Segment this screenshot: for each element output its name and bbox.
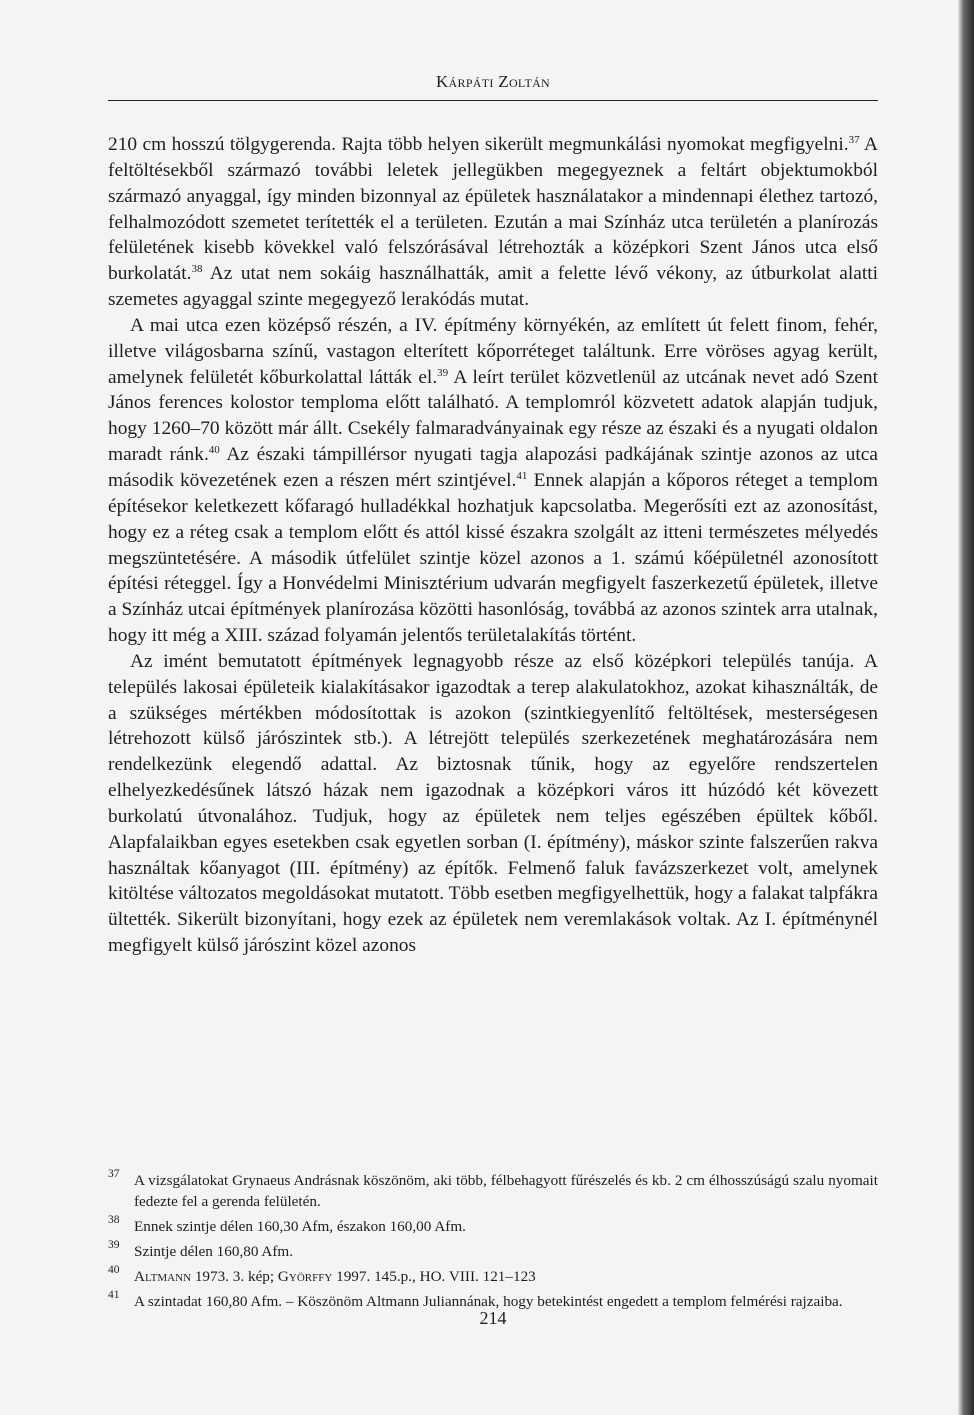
text-run: Az imént bemutatott építmények legnagyobb része az első középkori település tanúja. A település lakosai épületeik kialakításakor igazodtak a terep alakulatokhoz, azokat kihasználták, de a szükséges mértékben módosítottak is azokon (szintkiegyenlítő feltöltések, mesterségesen létrehozott külső járószintek stb.). A létrejött település szerkezetének meghatározására nem rendelkezünk elegendő adattal. Az biztosnak tűnik, hogy az egyelőre rendszertelen elhelyezkedésűnek látszó házak nem igazodnak a középkori város itt húzódó két kövezett burkolatú útvonalához. Tudjuk, hogy az épületek nem teljes egészében épültek kőből. Alapfalaikban egyes esetekben csak egyetlen sorban (I. építmény), máskor szinte falszerűen rakva használtak kőanyagot (III. építmény) az építők. Felmenő faluk favázszerkezet volt, amelynek kitöltése változatos megoldásokat mutatott. Több esetben megfigyelhettük, hogy a falakat talpfákra ültették. Sikerült bizonyítani, hogy ezek az épületek nem veremlakások voltak. Az I. építménynél megfigyelt külső járószint közel azonos — [108, 650, 878, 957]
text-run: Az északi támpillérsor nyugati tagja alapozási padkájának szintje azonos az utca második kövezetének ezen a részen mért szintjével. — [108, 444, 878, 491]
footnote-text — [134, 1170, 878, 1212]
footnote-ref: 39 — [437, 366, 449, 379]
footnote — [108, 1216, 878, 1237]
body-text — [108, 132, 878, 959]
text-run: A vizsgálatokat Grynaeus Andrásnak köszönöm, aki több, félbehagyott fűrészelés és kb. 2 cm élhosszúságú szalu nyomait fedezte fel a gerenda felületén. — [134, 1172, 878, 1210]
text-run: Szintje délen 160,80 Afm. — [134, 1243, 294, 1260]
footnote — [108, 1241, 878, 1262]
page-number: 214 — [479, 1308, 507, 1328]
footnotes — [108, 1170, 878, 1316]
footnote-ref: 41 — [516, 469, 528, 482]
header-author-first: Kárpáti — [435, 72, 494, 91]
author-name: Györffy — [277, 1268, 333, 1285]
running-header — [108, 72, 878, 92]
footnote-number: 39 — [108, 1239, 120, 1251]
text-run: A mai utca ezen középső részén, a IV. építmény környékén, az említett út felett finom, fehér, illetve világosbarna színű, vastagon elterített kőporréteget találtunk. Erre vöröses agyag került, amelynek felületét kőburkolattal látták el. — [108, 314, 878, 388]
footnote-text — [134, 1266, 878, 1287]
text-run: Ennek alapján a kőporos réteget a templom építésekor keletkezett kőfaragó hulladékkal hozhatjuk kapcsolatba. Megerősíti ezt az azonosítást, hogy ez a réteg csak a templom előtt és attól kissé északra szolgált az itteni természetes mélyedés megszüntetésére. A második útfelület szintje közel azonos a 1. számú kőépületnél azonosított építési réteggel. Így a Honvédelmi Minisztérium udvarán megfigyelt faszerkezetű épületek, illetve a Színház utcai építmények planírozása közötti hasonlóság, továbbá az azonos szintek arra utalnak, hogy itt még a XIII. század folyamán jelentős területalakítás történt. — [108, 469, 878, 647]
text-run: Az utat nem sokáig használhatták, amit a felette lévő vékony, az útburkolat alatti szemetes agyaggal szinte megegyező lerakódás mutat. — [108, 263, 878, 311]
text-run: Ennek szintje délen 160,30 Afm, északon 160,00 Afm. — [134, 1218, 466, 1235]
footnote-text — [134, 1216, 878, 1237]
footnote — [108, 1266, 878, 1287]
text-run: 210 cm hosszú tölgygerenda. Rajta több helyen sikerült megmunkálási nyomokat megfigyelni. — [108, 134, 849, 155]
footnote-number: 41 — [108, 1289, 120, 1301]
footnote-ref: 37 — [848, 134, 860, 146]
paragraph — [108, 649, 878, 959]
paragraph — [108, 132, 878, 313]
text-run: 1997. 145.p., HO. VIII. 121–123 — [332, 1268, 536, 1285]
footnote-text — [134, 1241, 878, 1262]
paragraph — [108, 313, 878, 649]
text-run: A szintadat 160,80 Afm. – Köszönöm Altmann Juliannának, hogy betekintést engedett a templom felmérési rajzaiba. — [134, 1293, 843, 1310]
footnote-ref: 40 — [208, 444, 220, 457]
text-run: 1973. 3. kép; — [191, 1268, 278, 1285]
footnote-number: 40 — [108, 1264, 120, 1276]
text-run: A feltöltésekből származó további leletek jellegükben megegyeznek a feltárt objektumokból származó anyaggal, így minden bizonnyal az épületek használatakor a mindennapi élethez tartozó, felhalmozódott szemetet terítették el a területen. Ezután a mai Színház utca területén a planírozás felületének kisebb kövekkel való felszórásával létrehozták a középkori Szent János utca első burkolatát. — [108, 134, 878, 285]
footnote — [108, 1170, 878, 1212]
footnote-ref: 38 — [191, 263, 203, 276]
scan-edge-shadow — [958, 0, 974, 1415]
author-name: Altmann — [134, 1268, 192, 1285]
header-author-last: Zoltán — [498, 72, 551, 91]
footnote-number: 38 — [108, 1214, 120, 1226]
header-rule — [108, 100, 878, 101]
footnote-number: 37 — [108, 1168, 120, 1180]
text-run: A leírt terület közvetlenül az utcának nevet adó Szent János ferences kolostor temploma előtt található. A templomról közvetett adatok alapján tudjuk, hogy 1260–70 között már állt. Csekély falmaradványainak egy része az északi és a nyugati oldalon maradt ránk. — [108, 366, 878, 466]
